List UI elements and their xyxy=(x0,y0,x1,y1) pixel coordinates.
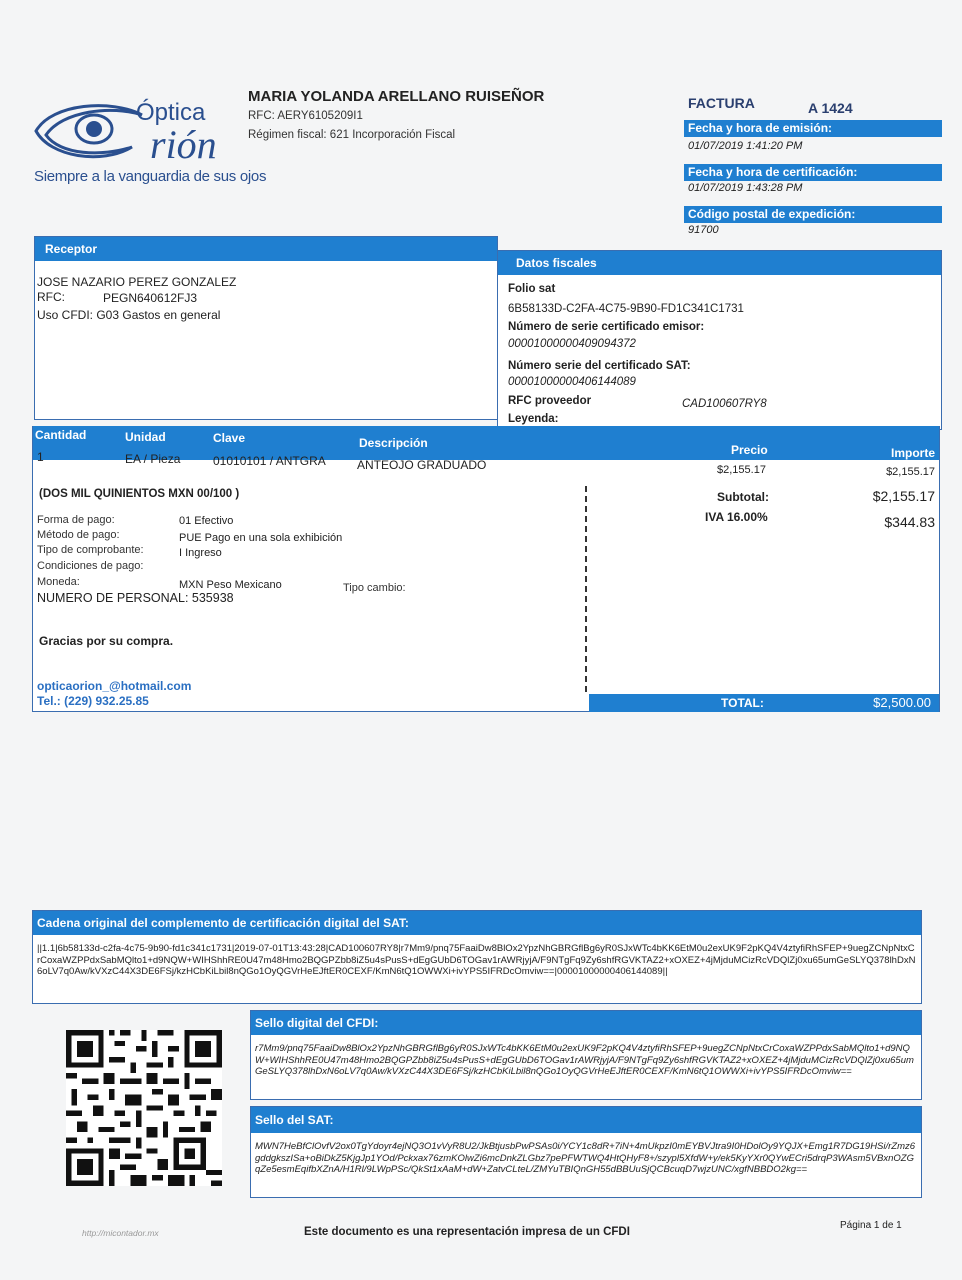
cadena-header: Cadena original del complemento de certificación digital del SAT: xyxy=(33,911,921,935)
invoice-type: FACTURA xyxy=(688,95,755,111)
gracias: Gracias por su compra. xyxy=(39,634,174,648)
moneda-label: Moneda: xyxy=(37,576,80,588)
serie-sat-label: Número serie del certificado SAT: xyxy=(508,360,691,372)
footer-url[interactable]: http://micontador.mx xyxy=(82,1228,159,1238)
cp-value: 91700 xyxy=(688,224,719,236)
total-bar xyxy=(589,694,939,712)
metodo-pago-label: Método de pago: xyxy=(37,529,120,541)
summary-divider xyxy=(585,486,587,692)
row-unidad: EA / Pieza xyxy=(125,452,181,466)
amount-words: (DOS MIL QUINIENTOS MXN 00/100 ) xyxy=(39,488,240,500)
metodo-pago-value: PUE Pago en una sola exhibición xyxy=(179,532,343,544)
total-label: TOTAL: xyxy=(721,696,764,710)
sello-sat-box xyxy=(250,1106,922,1198)
col-importe: Importe xyxy=(890,446,935,460)
footer-page: Página 1 de 1 xyxy=(840,1220,902,1231)
row-importe: $2,155.17 xyxy=(886,466,935,478)
serie-sat-value: 00001000000406144089 xyxy=(508,376,636,388)
serie-emisor-value: 00001000000409094372 xyxy=(508,338,636,350)
subtotal-value: $2,155.17 xyxy=(872,488,935,504)
issuer-name: MARIA YOLANDA ARELLANO RUISEÑOR xyxy=(248,88,545,105)
moneda-value: MXN Peso Mexicano xyxy=(179,579,282,591)
fiscal-header: Datos fiscales xyxy=(498,251,941,275)
tipo-cambio-label: Tipo cambio: xyxy=(343,582,406,594)
receptor-rfc-label: RFC: xyxy=(37,290,65,304)
col-descripcion: Descripción xyxy=(359,436,428,450)
col-cantidad: Cantidad xyxy=(35,428,87,442)
col-clave: Clave xyxy=(213,431,246,445)
qr-code xyxy=(66,1030,222,1186)
sello-cfdi-box xyxy=(250,1010,922,1100)
receptor-box xyxy=(34,236,498,420)
sello-cfdi-header: Sello digital del CFDI: xyxy=(251,1011,921,1035)
issuer-regimen: Régimen fiscal: 621 Incorporación Fiscal xyxy=(248,129,456,141)
total-value: $2,500.00 xyxy=(873,695,931,710)
emision-label: Fecha y hora de emisión: xyxy=(684,120,942,137)
slogan: Siempre a la vanguardia de sus ojos xyxy=(34,168,267,185)
serie-emisor-label: Número de serie certificado emisor: xyxy=(508,321,705,333)
receptor-uso-cfdi: Uso CFDI: G03 Gastos en general xyxy=(37,308,221,322)
tipo-comprobante-value: I Ingreso xyxy=(179,547,222,559)
condiciones-label: Condiciones de pago: xyxy=(37,560,144,572)
invoice-number: A 1424 xyxy=(808,100,853,116)
tipo-comprobante-label: Tipo de comprobante: xyxy=(37,544,144,556)
receptor-rfc-value: PEGN640612FJ3 xyxy=(103,291,198,305)
footer-center: Este documento es una representación impresa de un CFDI xyxy=(304,1226,630,1238)
phone: Tel.: (229) 932.25.85 xyxy=(37,694,149,708)
emision-value: 01/07/2019 1:41:20 PM xyxy=(688,140,803,152)
receptor-name: JOSE NAZARIO PEREZ GONZALEZ xyxy=(37,275,237,289)
row-cantidad: 1 xyxy=(37,450,44,464)
folio-label: Folio sat xyxy=(508,283,556,295)
row-clave: 01010101 / ANTGRA xyxy=(213,454,326,468)
cadena-text: ||1.1|6b58133d-c2fa-4c75-9b90-fd1c341c1731|2019-07-01T13:43:28|CAD100607RY8|r7Mm9/pnq75FaaiDw8BlOx2YpzNhGBRGflBg6yR0SJxWTc4bKK6EtM0u2exUK9F2pKQ4V4ztyfiRhSFEP+9uegZCNpNtxCrCoxaWZPPdxSabMQlto1+d9NQW+WIHShhRE0U47m48Hmo2BQGPZbb8iZ5u4sPusS+dEgGUbD6TOGav1rAWRjyjA/F9NTgFq9Zy6shfRGVKTAZ2+xOXEZ+4jMjduMCizRcVDQlZj0xu65umGeSLYQ378lhDxN6oLV7q0Aw/kVXzC44X3DE6FSj/kzHCbKiLbil8nQGo1OyQGVrHeEJftER0CEXF/KmN6tQ1OWWXi+ivYPS5IFRDcOmviw==|00001000000406144089|| xyxy=(37,943,916,977)
iva-value: $344.83 xyxy=(884,514,935,530)
sello-sat-text: MWN7HeBfClOvfV2ox0TgYdoyr4ejNQ3O1vVyR8U2/JkBtjusbPwPSAs0i/YCY1c8dR+7iN+4mUkpzI0mEYBVJtra9I0HDolOy9YQJX+Emg1R7DG19HSi/rZmz6gddgkszISa+oBiDkZ5KjgJp1YOd/Pckxax76zmKOlwZi6mcDnkZLGbz7pePFWTWQ4HtQHyF8+/szypl5XfdW+y/ek5KyYXr0QYwECri5drqP3WAsm5VBxnOZGqZe5esmEqifbXZnA/H1Rl/9LWpPSc/QkSt1xAaM+dW+ZatvCLteL/ZMYuTBIQnGH55dBBUuSjQCBcuqD7wjzUNC/xgfNBBDO2kg== xyxy=(255,1141,916,1175)
iva-label: IVA 16.00% xyxy=(705,510,768,524)
brand-top: Óptica xyxy=(136,99,206,126)
subtotal-label: Subtotal: xyxy=(717,490,769,504)
rfc-proveedor-label: RFC proveedor xyxy=(508,395,592,407)
certificacion-value: 01/07/2019 1:43:28 PM xyxy=(688,182,803,194)
fiscal-box xyxy=(497,250,942,430)
cadena-box xyxy=(32,910,922,1004)
forma-pago-value: 01 Efectivo xyxy=(179,515,234,527)
col-precio: Precio xyxy=(731,443,768,457)
issuer-rfc: RFC: AERY6105209I1 xyxy=(248,110,363,122)
items-table xyxy=(32,426,940,482)
sello-sat-header: Sello del SAT: xyxy=(251,1107,921,1133)
brand-bottom: rión xyxy=(150,122,217,167)
eye-logo-icon xyxy=(32,95,152,165)
email-link[interactable]: opticaorion_@hotmail.com xyxy=(37,679,192,693)
row-descripcion: ANTEOJO GRADUADO xyxy=(357,458,487,472)
col-unidad: Unidad xyxy=(125,430,166,444)
cp-label: Código postal de expedición: xyxy=(684,206,942,223)
issuer-logo xyxy=(32,95,247,170)
row-precio: $2,155.17 xyxy=(717,464,766,476)
receptor-header: Receptor xyxy=(35,237,497,261)
rfc-proveedor-value: CAD100607RY8 xyxy=(682,398,767,410)
summary-box xyxy=(32,482,940,712)
leyenda-label: Leyenda: xyxy=(508,413,559,425)
certificacion-label: Fecha y hora de certificación: xyxy=(684,164,942,181)
folio-value: 6B58133D-C2FA-4C75-9B90-FD1C341C1731 xyxy=(508,303,744,315)
numero-personal: NUMERO DE PERSONAL: 535938 xyxy=(37,591,234,605)
sello-cfdi-text: r7Mm9/pnq75FaaiDw8BlOx2YpzNhGBRGflBg6yR0SJxWTc4bKK6EtM0u2exUK9F2pKQ4V4ztyfiRhSFEP+9uegZCNpNtxCrCoxaWZPPdxSabMQlto1+d9NQW+WIHShhRE0U47m48Hmo2BQGPZbb8iZ5u4sPusS+dEgGUbD6TOGav1rAWRjyjA/F9NTgFq9Zy6shfRGVKTAZ2+xOXEZ+4jMjduMCizRcVDQlZj0xu65umGeSLYQ378lhDxN6oLV7q0Aw/kVXzC44X3DE6FSj/kzHCbKiLbil8nQGo1OyQGVrHeEJftER0CEXF/KmN6tQ1OWWXi+ivYPS5IFRDcOmviw== xyxy=(255,1043,914,1077)
forma-pago-label: Forma de pago: xyxy=(37,514,115,526)
